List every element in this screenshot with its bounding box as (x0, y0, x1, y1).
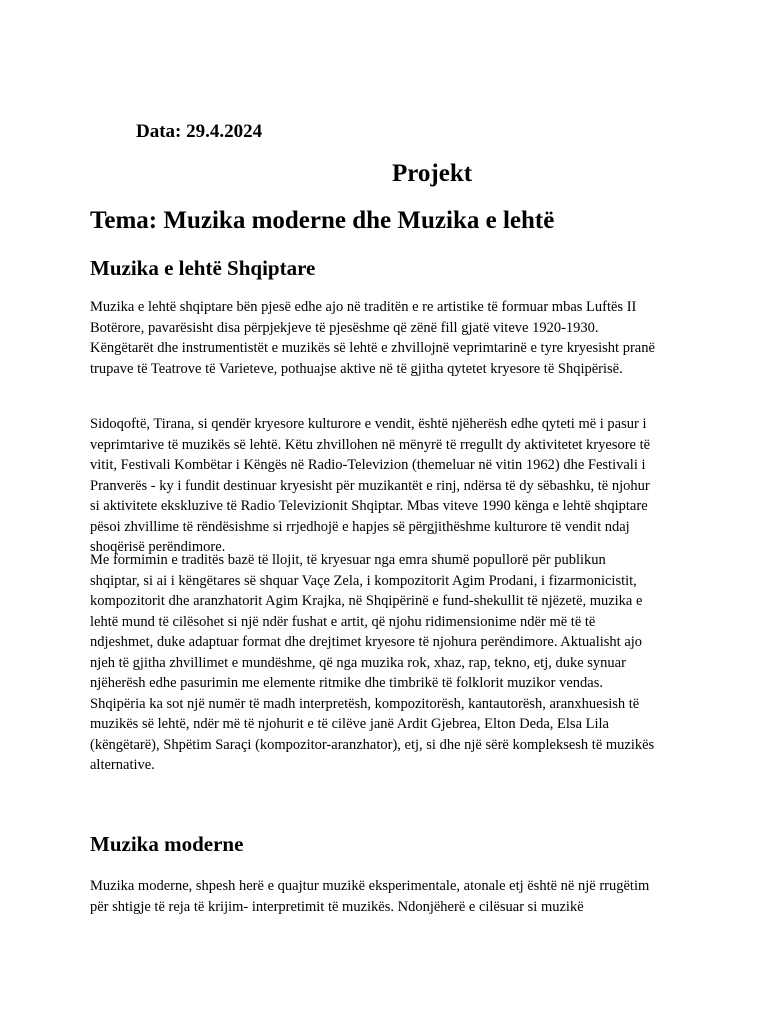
text-line: ndjeshmet, duke adaptuar format dhe drejtimet kryesore të njohura perëndimore. Aktualisht ajo (90, 634, 643, 650)
project-title: Projekt (392, 160, 473, 187)
text-line: lehtë mund të cilësohet si një ndër fushat e artit, që njohu ridimensionime ndër më të të (90, 613, 596, 630)
text-line: Sidoqoftë, Tirana, si qendër kryesore kulturore e vendit, është njëherësh edhe qyteti më i pasur i (90, 416, 647, 432)
text-line: Pranverës - ky i fundit destinuar kryesisht për muzikantët e rinj, ndërsa të dy sëbashku, të njohur (90, 477, 650, 494)
text-line: Këngëtarët dhe instrumentistët e muzikës së lehtë e zhvillojnë veprimtarinë e tyre kryesisht pranë (90, 340, 655, 356)
text-line: për shtigje të reja të krijim- interpretimit të muzikës. Ndonjëherë e cilësuar si muzikë (90, 898, 584, 915)
text-line: veprimtarive të muzikës së lehtë. Këtu zhvillohen në mënyrë të rregullt dy aktivitetet kryesore të (90, 436, 651, 453)
text-line: kompozitorit dhe aranzhatorit Agim Krajka, në Shqipërinë e fund-shekullit të njëzetë, muzika e (90, 593, 643, 609)
text-line: Botërore, pavarësisht disa përpjekjeve të pjesëshme që zënë fill gjatë viteve 1920-1930. (90, 319, 599, 336)
section-heading-light-music: Muzika e lehtë Shqiptare (90, 256, 316, 280)
text-line: Me formimin e traditës bazë të llojit, të kryesuar nga emra shumë popullorë për publikun (90, 552, 606, 568)
paragraph (90, 550, 690, 776)
paragraph (90, 297, 690, 379)
text-line: pësoi zhvillime të rëndësishme si rrjedhojë e hapjes së përgjithëshme kulturore të vendit ndaj (90, 518, 630, 535)
text-line: vitit, Festivali Kombëtar i Këngës në Radio-Televizion (themeluar në vitin 1962) dhe Festivali i (90, 457, 646, 473)
text-line: trupave të Teatrove të Varieteve, pothuajse aktive në të gjitha qytetet kryesore të Shqipërisë. (90, 360, 623, 377)
theme-title: Tema: Muzika moderne dhe Muzika e lehtë (90, 207, 555, 234)
section-heading-modern-music: Muzika moderne (90, 832, 244, 856)
document-date: Data: 29.4.2024 (136, 121, 263, 142)
text-line: njëherësh edhe pasurimin me elemente ritmike dhe timbrikë të folklorit muzikor vendas. (90, 675, 603, 691)
text-line: njeh të gjitha zhvillimet e mundëshme, që nga muzika rok, xhaz, rap, tekno, etj, duke synuar (90, 654, 626, 671)
text-line: alternative. (90, 757, 155, 773)
text-line: Muzika e lehtë shqiptare bën pjesë edhe ajo në traditën e re artistike të formuar mbas Luftës II (90, 299, 637, 315)
text-line: shoqërisë perëndimore. (90, 539, 226, 555)
paragraph (90, 414, 690, 558)
text-line: Shqipëria ka sot një numër të madh interpretësh, kompozitorësh, kantautorësh, aranxhuesish të (90, 695, 640, 712)
text-line: muzikës së lehtë, ndër më të njohurit e të cilëve janë Ardit Gjebrea, Elton Deda, Elsa Lila (90, 716, 609, 732)
text-line: (këngëtarë), Shpëtim Saraçi (kompozitor-aranzhator), etj, si dhe një sërë kompleksesh të muzikës (90, 736, 655, 753)
text-line: Muzika moderne, shpesh herë e quajtur muzikë eksperimentale, atonale etj është në një rrugëtim (90, 878, 650, 894)
paragraph (90, 876, 690, 917)
text-line: si aktivitete ekskluzive të Radio Televizionit Shqiptar. Mbas viteve 1990 kënga e lehtë shqiptare (90, 498, 648, 514)
text-line: shqiptar, si ai i këngëtares së shquar Vaçe Zela, i kompozitorit Agim Prodani, i fizarmonicistit, (90, 572, 637, 589)
